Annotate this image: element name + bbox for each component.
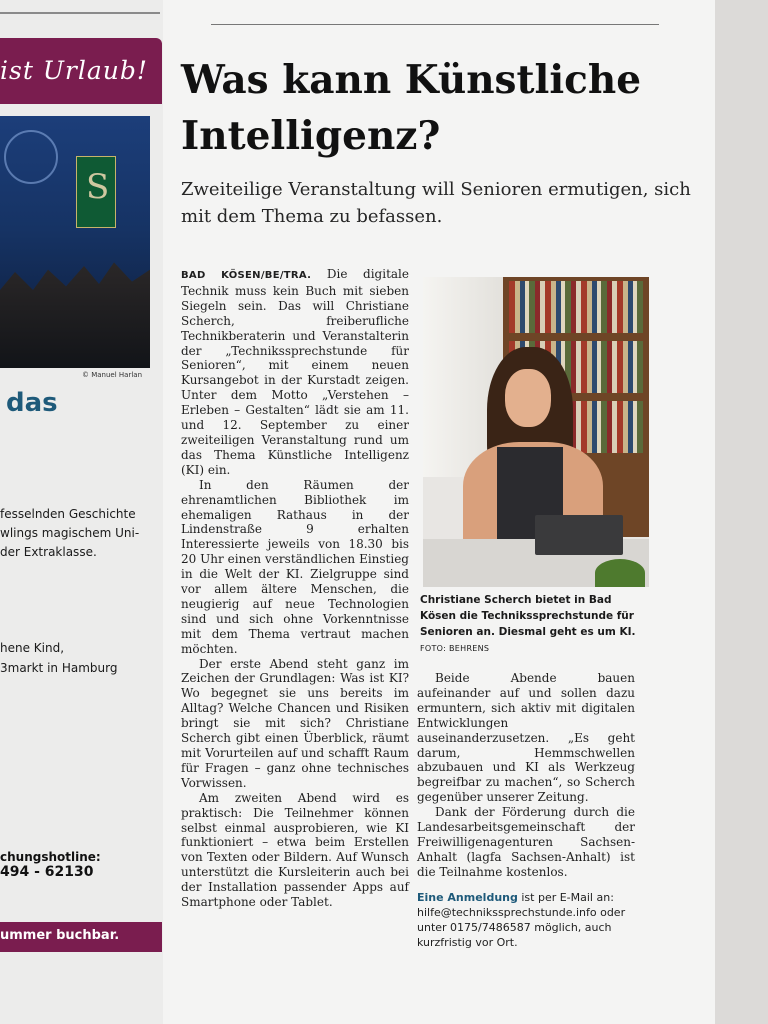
article-headline: Was kann Künstliche Intelligenz? [181,57,642,159]
article-column-1 [181,267,409,910]
photo-caption [420,592,648,657]
portrait-photo [423,277,649,587]
article-paragraph: Dank der Förderung durch die Landesarbeitsgemeinschaft der Freiwilligenagenturen Sachsen-Anhalt (lagfa Sachsen-Anhalt) ist die Teilnahme kostenlos. [417,805,635,879]
article-paragraph: Am zweiten Abend wird es praktisch: Die Teilnehmer können selbst einmal ausprobieren, wie KI funktioniert – etwa beim Erstellen von Texten oder Bildern. Auf Wunsch unterstützt die Kursleiterin auch bei der Installation passender Apps auf Smartphone oder Tablet. [181,790,409,910]
signup-lead: Eine Anmeldung [417,891,518,904]
top-rule [211,24,659,25]
article-paragraph: In den Räumen der ehrenamtlichen Bibliothek im ehemaligen Rathaus in der Lindenstraße 9 erhalten Interessierte jeweils von 18.30 bis 20 Uhr einen verständlichen Einstieg in die Welt der KI. Zielgruppe sind vor allem ältere Menschen, die neugierig auf neue Technologien sind und sich ohne Vorkenntnisse mit dem Thema vertraut machen möchten. [181,477,409,656]
laptop [535,515,623,555]
ad-banner [0,38,162,104]
left-line: hene Kind, [0,641,65,655]
person-face [505,369,551,427]
signup-text: ist per E-Mail an: hilfe@technikssprechstunde.info oder unter 0175/7486587 möglich, auch kurzfristig vor Ort. [417,891,626,949]
rule-line [0,12,160,14]
paragraph-text: Die digitale Technik muss kein Buch mit sieben Siegeln sein. Das will Christiane Scherch, freiberufliche Technikberaterin und Veranstalterin der „Technikssprechstunde für Senioren“, mit einem neuen Kursangebot in der Kurstadt zeigen. Unter dem Motto „Verstehen – Erleben – Gestalten“ lädt sie am 11. und 12. September zu einer zweiteiligen Veranstaltung rund um das Thema Künstliche Intelligenz (KI) ein. [181,267,409,477]
bottom-banner-text: ummer buchbar. [0,928,120,943]
article-paragraph: Der erste Abend steht ganz im Zeichen der Grundlagen: Was ist KI? Wo begegnet sie uns bereits im Alltag? Welche Chancen und Risiken bringt sie mit sich? Christiane Scherch gibt einen Überblick, räumt mit Vorurteilen auf und schafft Raum für Fragen – ganz ohne technisches Vorwissen. [181,656,409,790]
performers-silhouette [0,248,150,368]
left-line: 3markt in Hamburg [0,661,118,675]
stage-photo-credit: © Manuel Harlan [82,371,143,379]
left-line: wlings magischem Uni- [0,526,140,540]
ad-banner-text: ist Urlaub! [0,56,148,85]
plant [595,559,645,587]
left-paragraph [0,505,160,562]
left-paragraph-2 [0,638,160,678]
left-line: der Extraklasse. [0,545,97,559]
article-subheadline: Zweiteilige Veranstaltung will Senioren ermutigen, sich mit dem Thema zu befassen. [181,179,691,227]
photo-credit: FOTO: BEHRENS [420,644,490,653]
adjacent-page-column [0,0,163,1024]
article-paragraph [181,267,409,478]
stage-photo [0,116,150,368]
bottom-banner [0,922,162,952]
house-banner-graphic [76,156,116,228]
signup-info [417,890,639,950]
book-row [509,281,643,333]
emblem-graphic [4,130,58,184]
left-heading-fragment: das [6,388,58,418]
article-paragraph: Beide Abende bauen aufeinander auf und sollen dazu ermuntern, sich aktiv mit digitalen Entwicklungen auseinanderzusetzen. „Es geht darum, Hemmschwellen abzubauen und KI als Werkzeug begreifbar zu machen“, so Scherch gegenüber unserer Zeitung. [417,671,635,805]
hotline-label: chungshotline: [0,850,101,864]
caption-text: Christiane Scherch bietet in Bad Kösen die Technikssprechstunde für Senioren an. Diesmal geht es um KI. [420,594,636,638]
article-column-2 [417,671,635,880]
left-line: fesselnden Geschichte [0,507,136,521]
dateline: BAD KÖSEN/BE/TRA. [181,270,312,281]
hotline-number: 494 - 62130 [0,864,94,880]
